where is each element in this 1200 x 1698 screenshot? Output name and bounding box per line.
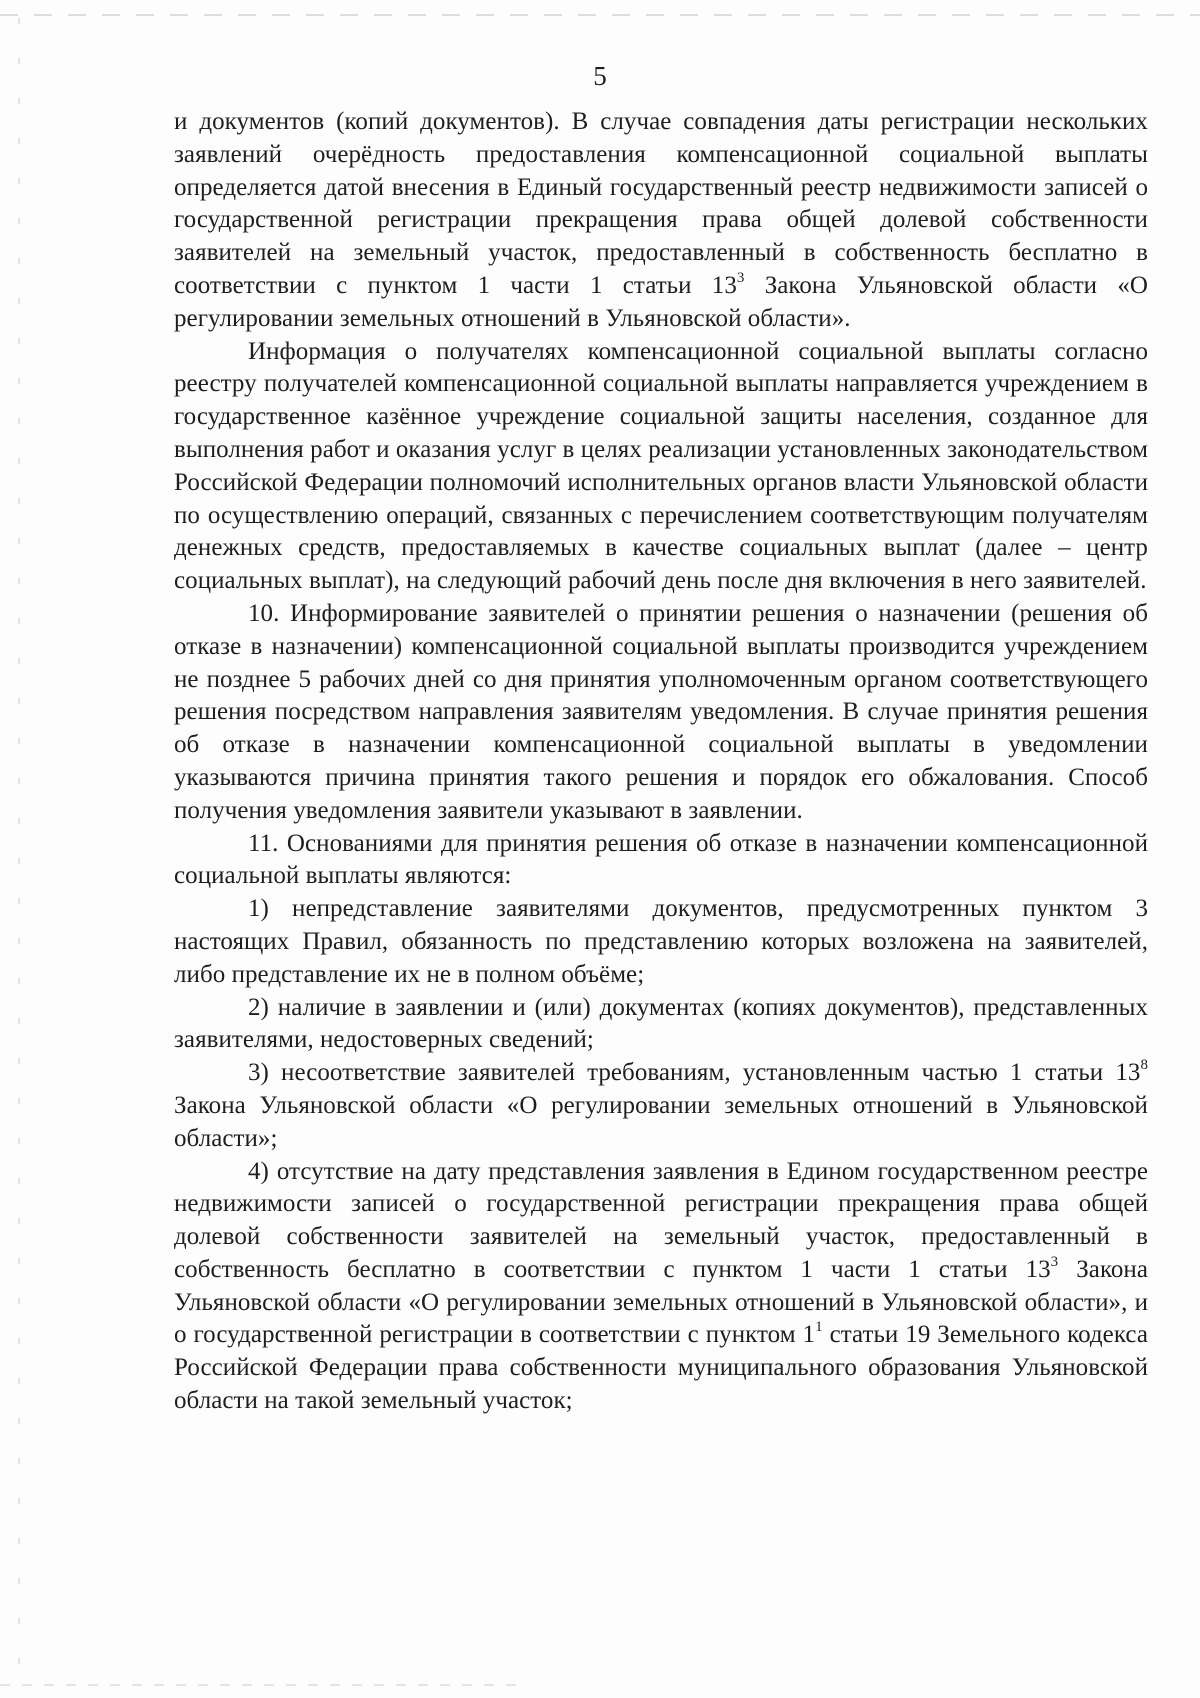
superscript: 1 <box>815 1319 823 1336</box>
scan-edge-bottom <box>0 1684 520 1686</box>
paragraph: 4) отсутствие на дату представления заявления в Едином государственном реестре недвижимости записей о государственной регистрации прекращения права общей долевой собственности заявителей на земельный участок, предоставленный в собственность бесплатно в соответствии с пунктом 1 части 1 статьи $13^3$ Закона Ульяновской области «О регулировании земельных отношений в Ульяновской области», и о государственной регистрации в соответствии с пунктом $1^1$ статьи 19 Земельного кодекса Российской Федерации права собственности муниципального образования Ульяновской области на такой земельный участок; <box>174 1157 1148 1415</box>
page-number: 5 <box>593 61 607 91</box>
paragraph: 11. Основаниями для принятия решения об отказе в назначении компенсационной социальной выплаты являются: <box>174 829 1148 890</box>
superscript: 3 <box>736 269 745 286</box>
paragraph: Информация о получателях компенсационной социальной выплаты согласно реестру получателей компенсационной социальной выплаты направляется учреждением в государственное казённое учреждение социальной защиты населения, созданное для выполнения работ и оказания услуг в целях реализации установленных законодательством Российской Федерации полномочий исполнительных органов власти Ульяновской области по осуществлению операций, связанных с перечислением соответствующим получателям денежных средств, предоставляемых в качестве социальных выплат (далее – центр социальных выплат), на следующий рабочий день после дня включения в него заявителей. <box>174 337 1148 595</box>
document-body <box>174 106 1148 1418</box>
superscript: 8 <box>1140 1057 1148 1074</box>
scan-edge-top <box>0 14 1200 16</box>
paragraph: 10. Информирование заявителей о принятии решения о назначении (решения об отказе в назначении) компенсационной социальной выплаты производится учреждением не позднее 5 рабочих дней со дня принятия уполномоченным органом соответствующего решения посредством направления заявителям уведомления. В случае принятия решения об отказе в назначении компенсационной социальной выплаты в уведомлении указываются причина принятия такого решения и порядок его обжалования. Способ получения уведомления заявители указывают в заявлении. <box>174 599 1148 824</box>
paragraph: 2) наличие в заявлении и (или) документах (копиях документов), представленных заявителями, недостоверных сведений; <box>174 993 1148 1054</box>
superscript: 3 <box>1050 1253 1059 1270</box>
paragraph: 1) непредставление заявителями документов, предусмотренных пунктом 3 настоящих Правил, обязанность по представлению которых возложена на заявителей, либо представление их не в полном объёме; <box>174 895 1148 988</box>
paragraph: 3) несоответствие заявителей требованиям, установленным частью 1 статьи $13^8$ Закона Ульяновской области «О регулировании земельных отношений в Ульяновской области»; <box>174 1057 1148 1152</box>
scan-edge-left <box>18 18 20 1678</box>
paragraph: и документов (копий документов). В случае совпадения даты регистрации нескольких заявлений очерёдность предоставления компенсационной социальной выплаты определяется датой внесения в Единый государственный реестр недвижимости записей о государственной регистрации прекращения права общей долевой собственности заявителей на земельный участок, предоставленный в собственность бесплатно в соответствии с пунктом 1 части 1 статьи $13^3$ Закона Ульяновской области «О регулировании земельных отношений в Ульяновской области». <box>174 108 1148 332</box>
